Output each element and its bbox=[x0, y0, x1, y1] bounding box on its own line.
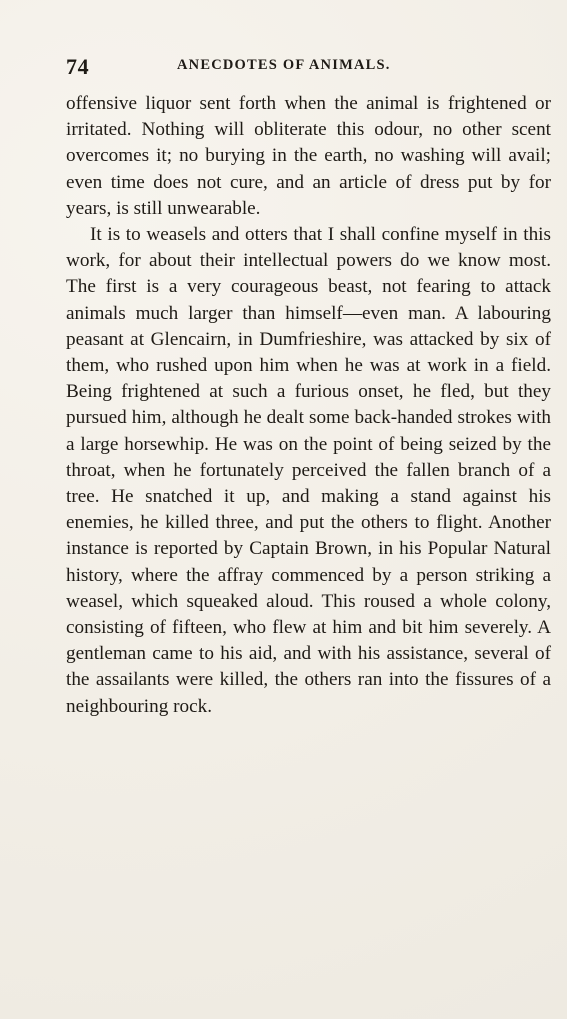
paragraph-continuation: offensive liquor sent forth when the animal is frightened or irritated. Nothing will obliterate this odour, no other scent overcomes it; no burying in the earth, no washing will avail; even time does not cure, and an article of dress put by for years, is still unwearable. bbox=[66, 93, 551, 219]
body-text bbox=[66, 91, 551, 720]
running-head: ANECDOTES OF ANIMALS. bbox=[177, 57, 391, 73]
paragraph-weasels-otters: It is to weasels and otters that I shall confine myself in this work, for about their intellectual powers do we know most. The first is a very courageous beast, not fearing to attack animals much larger than himself—even man. A labouring peasant at Glencairn, in Dumfrieshire, was attacked by six of them, who rushed upon him when he was at work in a field. Being frightened at such a furious onset, he fled, but they pursued him, although he dealt some back-handed strokes with a large horsewhip. He was on the point of being seized by the throat, when he fortunately perceived the fallen branch of a tree. He snatched it up, and making a stand against his enemies, he killed three, and put the others to flight. Another instance is reported by Captain Brown, in his Popular Natural history, where the affray commenced by a person striking a weasel, which squeaked aloud. This roused a whole colony, consisting of fifteen, who flew at him and bit him severely. A gentleman came to his aid, and with his assistance, several of the assailants were killed, the others ran into the fissures of a neighbouring rock. bbox=[66, 224, 551, 717]
page-number: 74 bbox=[66, 54, 90, 79]
page-header bbox=[66, 54, 501, 78]
